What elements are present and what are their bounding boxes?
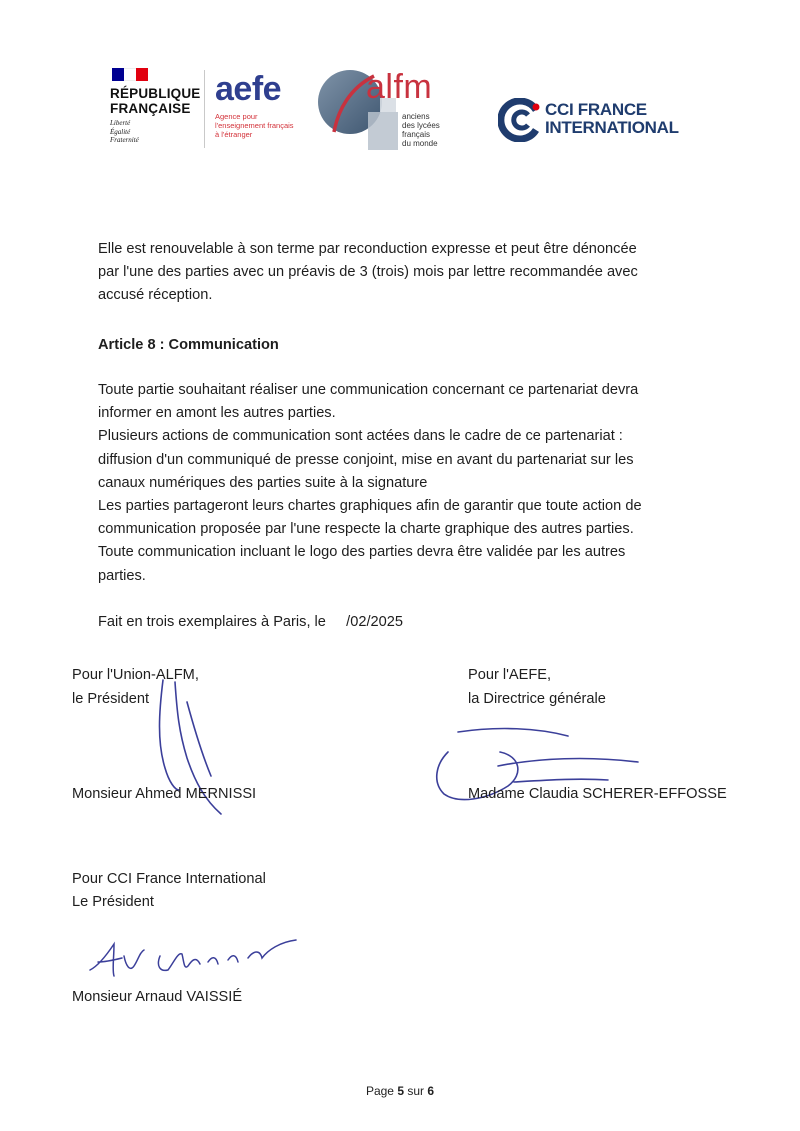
aefe-sign-role: la Directrice générale	[468, 691, 606, 707]
place-date-line: Fait en trois exemplaires à Paris, le /02/2025	[98, 614, 403, 630]
cci-line1: CCI FRANCE	[545, 100, 647, 119]
alfm-sign-role: le Président	[72, 691, 150, 707]
aefe-signatory-name: Madame Claudia SCHERER-EFFOSSE	[468, 786, 727, 802]
republique-francaise-logo	[110, 68, 200, 145]
cci-emblem-icon	[498, 98, 542, 142]
alfm-signatory-name: Monsieur Ahmed MERNISSI	[72, 786, 257, 802]
page-number: Page 5 sur 6	[365, 1084, 435, 1098]
aefe-sign-for: Pour l'AEFE,	[468, 667, 552, 683]
republique-motto: Liberté Égalité Fraternité	[110, 119, 139, 144]
aefe-logo	[215, 72, 315, 139]
alfm-logo	[316, 70, 466, 154]
alfm-wordmark: alfm	[366, 68, 433, 106]
cci-sign-role: Le Président	[72, 894, 154, 910]
cci-sign-for: Pour CCI France International	[72, 871, 266, 887]
republique-line1: RÉPUBLIQUE	[110, 86, 201, 101]
cci-signatory-name: Monsieur Arnaud VAISSIÉ	[72, 989, 243, 1005]
article-heading: Article 8 : Communication	[98, 337, 279, 353]
republique-line2: FRANÇAISE	[110, 101, 191, 116]
renewal-paragraph: Elle est renouvelable à son terme par reconduction expresse et peut être dénoncée par l'une des parties avec un préavis de 3 (trois) mois par lettre recommandée avec accusé réception.	[98, 241, 638, 304]
cci-france-international-logo	[498, 98, 698, 142]
communication-paragraph: Toute partie souhaitant réaliser une communication concernant ce partenariat devra informer en amont les autres parties. Plusieurs actions de communication sont actées dans le cadre de ce partenariat : diffusion d'un communiqué de presse conjoint, mise en avant du partenariat sur les canaux numériques des parties suite à la signature Les parties partageront leurs chartes graphiques afin de garantir que toute action de communication proposée par l'une respecte la charte graphique des autres parties. Toute communication incluant le logo des parties devra être validée par les autres parties.	[98, 382, 642, 584]
cci-line2: INTERNATIONAL	[545, 118, 679, 137]
cci-handwritten-signature	[84, 926, 324, 990]
alfm-tagline: anciens des lycées français du monde	[402, 112, 440, 148]
aefe-wordmark: aefe	[215, 70, 282, 108]
alfm-sign-for: Pour l'Union-ALFM,	[72, 667, 199, 683]
aefe-tagline: Agence pour l'enseignement français à l'étranger	[215, 112, 294, 139]
french-flag-icon	[112, 68, 148, 81]
logo-divider	[204, 70, 205, 148]
